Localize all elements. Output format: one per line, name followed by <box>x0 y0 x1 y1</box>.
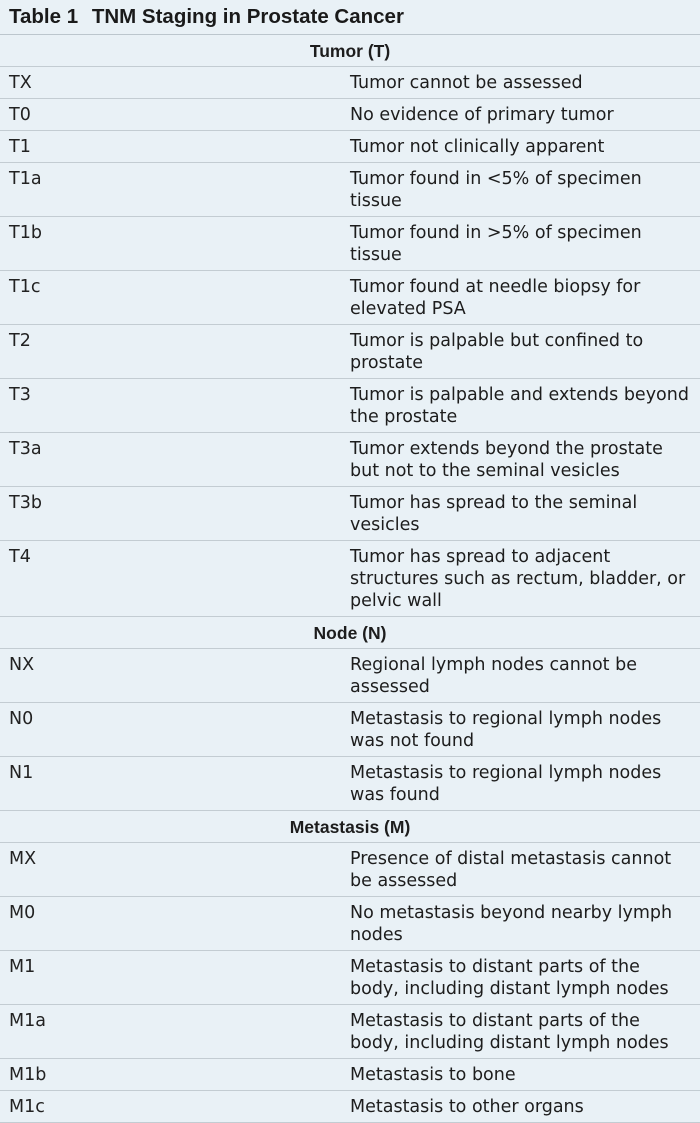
stage-code: T4 <box>0 541 350 617</box>
stage-description: Tumor not clinically apparent <box>350 131 700 163</box>
stage-code: M1 <box>0 951 350 1005</box>
section-heading: Node (N) <box>0 617 700 649</box>
stage-description: Tumor has spread to adjacent structures such as rectum, bladder, or pelvic wall <box>350 541 700 617</box>
stage-description: Tumor found in <5% of specimen tissue <box>350 163 700 217</box>
stage-description: Tumor is palpable but confined to prostate <box>350 325 700 379</box>
stage-description: Metastasis to regional lymph nodes was not found <box>350 703 700 757</box>
stage-description: No evidence of primary tumor <box>350 99 700 131</box>
table-row <box>0 67 700 99</box>
table-row <box>0 757 700 811</box>
stage-description: Tumor extends beyond the prostate but not to the seminal vesicles <box>350 433 700 487</box>
section-heading: Tumor (T) <box>0 35 700 67</box>
table-title <box>0 0 700 35</box>
stage-description: Tumor is palpable and extends beyond the prostate <box>350 379 700 433</box>
stage-description: Regional lymph nodes cannot be assessed <box>350 649 700 703</box>
stage-code: T1b <box>0 217 350 271</box>
stage-code: T0 <box>0 99 350 131</box>
stage-code: T1 <box>0 131 350 163</box>
table-row <box>0 163 700 217</box>
stage-code: M1a <box>0 1005 350 1059</box>
table-row <box>0 217 700 271</box>
stage-code: T3b <box>0 487 350 541</box>
stage-code: M1b <box>0 1059 350 1091</box>
stage-code: N1 <box>0 757 350 811</box>
table-title-text: TNM Staging in Prostate Cancer <box>91 5 404 28</box>
stage-code: T3a <box>0 433 350 487</box>
table-row <box>0 487 700 541</box>
stage-code: M1c <box>0 1091 350 1123</box>
table-row <box>0 541 700 617</box>
section-header-row <box>0 35 700 67</box>
table-row <box>0 843 700 897</box>
table-row <box>0 325 700 379</box>
table-row <box>0 379 700 433</box>
table-row <box>0 99 700 131</box>
stage-description: No metastasis beyond nearby lymph nodes <box>350 897 700 951</box>
stage-code: T3 <box>0 379 350 433</box>
stage-description: Presence of distal metastasis cannot be assessed <box>350 843 700 897</box>
stage-code: N0 <box>0 703 350 757</box>
stage-description: Metastasis to distant parts of the body, including distant lymph nodes <box>350 951 700 1005</box>
stage-code: TX <box>0 67 350 99</box>
section-heading: Metastasis (M) <box>0 811 700 843</box>
table-body <box>0 35 700 1123</box>
stage-description: Metastasis to regional lymph nodes was found <box>350 757 700 811</box>
stage-description: Tumor found at needle biopsy for elevated PSA <box>350 271 700 325</box>
stage-description: Metastasis to other organs <box>350 1091 700 1123</box>
stage-description: Tumor cannot be assessed <box>350 67 700 99</box>
stage-code: M0 <box>0 897 350 951</box>
section-header-row <box>0 617 700 649</box>
section-header-row <box>0 811 700 843</box>
stage-code: NX <box>0 649 350 703</box>
tnm-staging-table <box>0 35 700 1123</box>
stage-description: Metastasis to distant parts of the body, including distant lymph nodes <box>350 1005 700 1059</box>
table-row <box>0 1059 700 1091</box>
table-row <box>0 271 700 325</box>
table-row <box>0 131 700 163</box>
stage-code: T1a <box>0 163 350 217</box>
table-row <box>0 897 700 951</box>
stage-code: T2 <box>0 325 350 379</box>
table-row <box>0 649 700 703</box>
table-row <box>0 433 700 487</box>
stage-description: Tumor has spread to the seminal vesicles <box>350 487 700 541</box>
table-number: Table 1 <box>9 5 79 28</box>
table-row <box>0 1005 700 1059</box>
stage-code: T1c <box>0 271 350 325</box>
table-row <box>0 1091 700 1123</box>
table-row <box>0 951 700 1005</box>
table-row <box>0 703 700 757</box>
stage-description: Tumor found in >5% of specimen tissue <box>350 217 700 271</box>
stage-description: Metastasis to bone <box>350 1059 700 1091</box>
stage-code: MX <box>0 843 350 897</box>
